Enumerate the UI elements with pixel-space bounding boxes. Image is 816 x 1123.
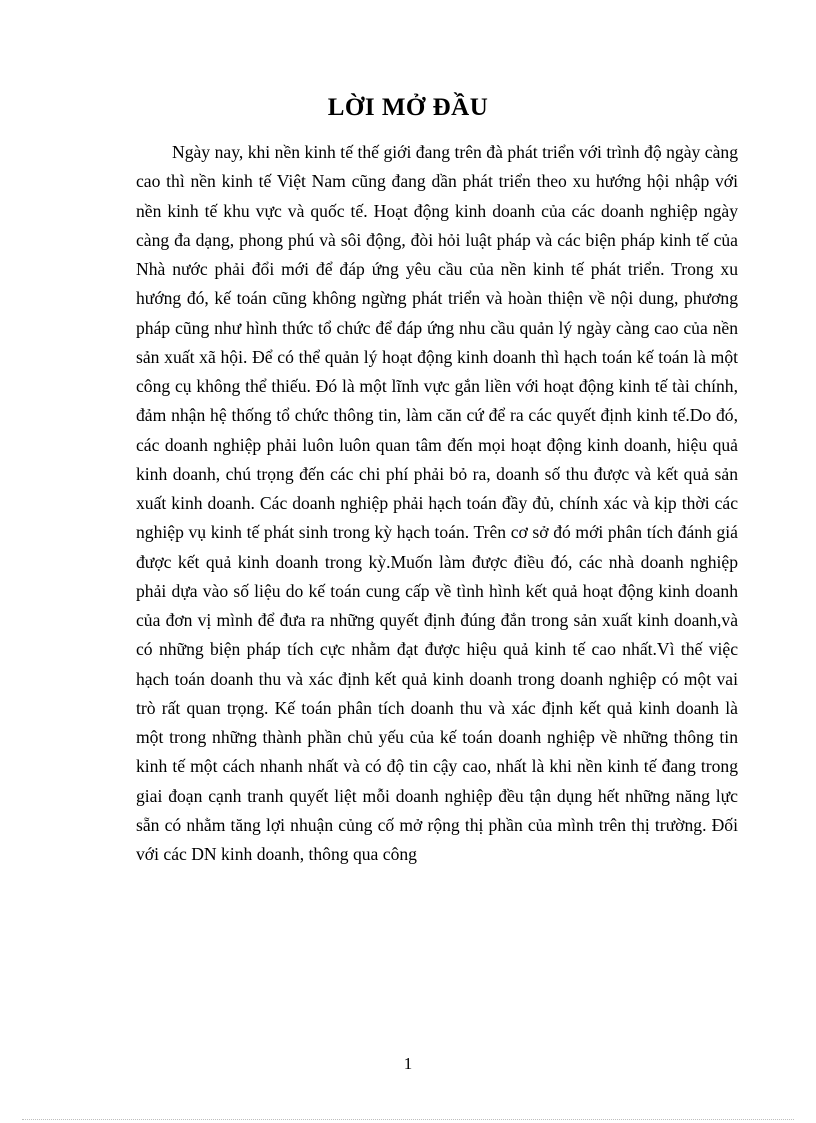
page-break-divider (22, 1119, 794, 1120)
page-number: 1 (403, 1054, 413, 1073)
intro-paragraph: Ngày nay, khi nền kinh tế thế giới đang trên đà phát triển với trình độ ngày càng cao thì nền kinh tế Việt Nam cũng đang dần phát triển theo xu hướng hội nhập với nền kinh tế khu vực và quốc tế. Hoạt động kinh doanh của các doanh nghiệp ngày càng đa dạng, phong phú và sôi động, đòi hỏi luật pháp và các biện pháp kinh tế của Nhà nước phải đổi mới để đáp ứng yêu cầu của nền kinh tế phát triển. Trong xu hướng đó, kế toán cũng không ngừng phát triển và hoàn thiện về nội dung, phương pháp cũng như hình thức tổ chức để đáp ứng nhu cầu quản lý ngày càng cao của nền sản xuất xã hội. Để có thể quản lý hoạt động kinh doanh thì hạch toán kế toán là một công cụ không thể thiếu. Đó là một lĩnh vực gắn liền với hoạt động kinh tế tài chính, đảm nhận hệ thống tổ chức thông tin, làm căn cứ để ra các quyết định kinh tế.Do đó, các doanh nghiệp phải luôn luôn quan tâm đến mọi hoạt động kinh doanh, hiệu quả kinh doanh, chú trọng đến các chi phí phải bỏ ra, doanh số thu được và kết quả sản xuất kinh doanh. Các doanh nghiệp phải hạch toán đầy đủ, chính xác và kịp thời các nghiệp vụ kinh tế phát sinh trong kỳ hạch toán. Trên cơ sở đó mới phân tích đánh giá được kết quả kinh doanh trong kỳ.Muốn làm được điều đó, các nhà doanh nghiệp phải dựa vào số liệu do kế toán cung cấp về tình hình kết quả hoạt động kinh doanh của đơn vị mình để đưa ra những quyết định đúng đắn trong sản xuất kinh doanh,và có những biện pháp tích cực nhằm đạt được hiệu quả kinh tế cao nhất.Vì thế việc hạch toán doanh thu và xác định kết quả kinh doanh trong doanh nghiệp có một vai trò rất quan trọng. Kế toán phân tích doanh thu và xác định kết quả kinh doanh là một trong những thành phần chủ yếu của kế toán doanh nghiệp về những thông tin kinh tế một cách nhanh nhất và có độ tin cậy cao, nhất là khi nền kinh tế đang trong giai đoạn cạnh tranh quyết liệt mỗi doanh nghiệp đều tận dụng hết những năng lực sẵn có nhằm tăng lợi nhuận củng cố mở rộng thị phần của mình trên thị trường. Đối với các DN kinh doanh, thông qua công (136, 142, 738, 864)
page-title: LỜI MỞ ĐẦU (327, 94, 489, 121)
